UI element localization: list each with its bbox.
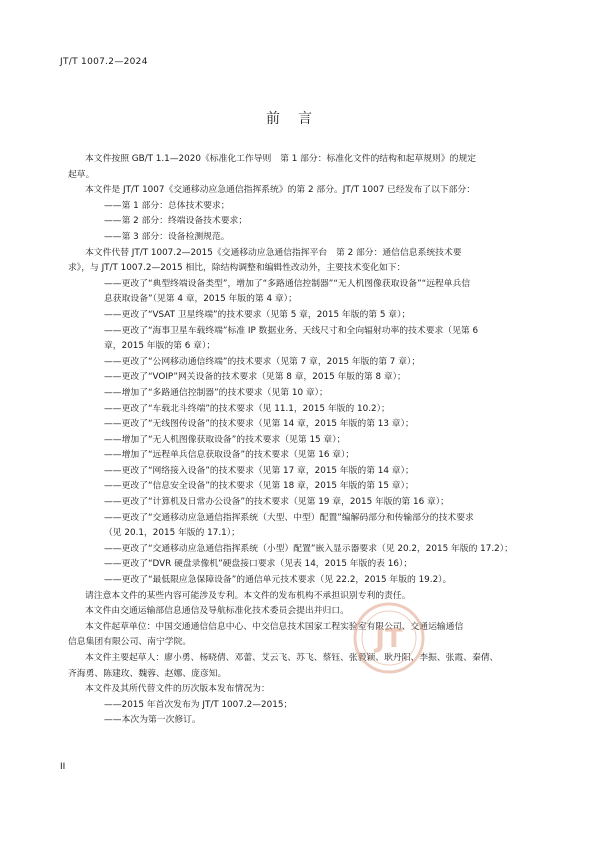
list-item: ——更改了“车载北斗终端”的技术要求（见 11.1，2015 年版的 10.2）； <box>104 403 390 414</box>
paragraph-line: 本文件主要起草人：廖小勇、杨晓倩、邓蕾、艾云飞、苏飞、蔡钰、张毅颖、耿丹阳、李振、张霞、秦倩、 <box>85 653 499 663</box>
paragraph-line: 本文件及其所代替文件的历次版本发布情况为： <box>85 684 270 695</box>
page-number: II <box>60 762 66 772</box>
list-item: ——第 2 部分：终端设备技术要求； <box>104 216 248 227</box>
list-item: ——更改了“无线图传设备”的技术要求（见第 14 章，2015 年版的第 13 章）； <box>104 419 414 430</box>
list-item-continuation-line: 息获取设备”（见第 4 章，2015 年版的第 4 章）； <box>104 294 297 305</box>
paragraph-line: 本文件是 JT/T 1007《交通移动应急通信指挥系统》的第 2 部分。JT/T 1007 已经发布了以下部分： <box>85 185 476 196</box>
document-body <box>68 152 533 729</box>
list-item: ——更改了“公网移动通信终端”的技术要求（见第 7 章，2015 年版的第 7 章）； <box>104 356 421 367</box>
list-item: ——更改了“海事卫星车载终端”标准 IP 数据业务、天线尺寸和全向辐射功率的技术要求（见第 6 <box>104 325 479 336</box>
list-item: ——增加了“多路通信控制器”的技术要求（见第 10 章）； <box>104 387 328 398</box>
paragraph-continuation-line: 起草。 <box>68 169 95 180</box>
paragraph-line: 请注意本文件的某些内容可能涉及专利。本文件的发布机构不承担识别专利的责任。 <box>85 590 411 601</box>
list-item: ——更改了“交通移动应急通信指挥系统（大型、中型）配置”编解码部分和传输部分的技术要求 <box>104 512 474 523</box>
paragraph-line: 本文件代替 JT/T 1007.2—2015《交通移动应急通信指挥平台 第 2 部分：通信信息系统技术要 <box>85 247 462 258</box>
list-item: ——第 1 部分：总体技术要求； <box>104 200 230 211</box>
list-item: ——2015 年首次发布为 JT/T 1007.2—2015； <box>104 699 293 710</box>
list-item-continuation-line: （见 20.1，2015 年版的 17.1）； <box>104 528 240 539</box>
list-item-continuation-line: 章，2015 年版的第 6 章）； <box>104 341 216 352</box>
list-item: ——更改了“交通移动应急通信指挥系统（小型）配置”嵌入显示器要求（见 20.2，2015 年版的 17.2）； <box>104 543 513 554</box>
list-item: ——更改了“最低限应急保障设备”的通信单元技术要求（见 22.2，2015 年版的 19.2）。 <box>104 575 452 586</box>
paragraph-continuation-line: 求》，与 JT/T 1007.2—2015 相比，除结构调整和编辑性改动外，主要技术变化如下： <box>68 263 406 274</box>
list-item: ——增加了“无人机图像获取设备”的技术要求（见第 15 章）； <box>104 434 346 445</box>
paragraph-line: 本文件按照 GB/T 1.1—2020《标准化工作导则 第 1 部分：标准化文件的结构和起草规则》的规定 <box>85 154 477 164</box>
list-item: ——更改了“VOIP”网关设备的技术要求（见第 8 章，2015 年版的第 8 章）； <box>104 372 406 383</box>
list-item: ——更改了“典型终端设备类型”，增加了“多路通信控制器”“无人机图像获取设备”“远程单兵信 <box>104 278 471 289</box>
paragraph-line: 本文件起草单位：中国交通通信信息中心、中交信息技术国家工程实验室有限公司、交通运输通信 <box>85 621 464 632</box>
paragraph-line: 本文件由交通运输部信息通信及导航标准化技术委员会提出并归口。 <box>85 606 349 617</box>
list-item: ——增加了“远程单兵信息获取设备”的技术要求（见第 16 章）； <box>104 450 355 461</box>
list-item: ——更改了“VSAT 卫星终端”的技术要求（见第 5 章，2015 年版的第 5 章）； <box>104 309 411 320</box>
page-title: 前言 <box>266 111 330 127</box>
paragraph-continuation-line: 信息集团有限公司、南宁学院。 <box>68 637 192 648</box>
header-standard-code: JT/T 1007.2—2024 <box>60 57 148 67</box>
list-item: ——更改了“网络接入设备”的技术要求（见第 17 章，2015 年版的第 14 章）； <box>104 465 414 476</box>
list-item: ——更改了“信息安全设备”的技术要求（见第 18 章，2015 年版的第 15 章）； <box>104 481 414 492</box>
list-item: ——更改了“DVR 硬盘录像机”硬盘接口要求（见表 14，2015 年版的表 16）； <box>104 559 413 570</box>
list-item: ——本次为第一次修订。 <box>104 715 201 726</box>
stamp-lettering: JT <box>375 624 403 654</box>
list-item: ——更改了“计算机及日常办公设备”的技术要求（见第 19 章，2015 年版的第 16 章）； <box>104 497 449 508</box>
list-item: ——第 3 部分：设备检测规范。 <box>104 231 230 242</box>
publisher-stamp-watermark <box>352 601 426 675</box>
paragraph-continuation-line: 齐海勇、陈建玫、魏蓉、赵娜、庞彦知。 <box>68 668 227 679</box>
